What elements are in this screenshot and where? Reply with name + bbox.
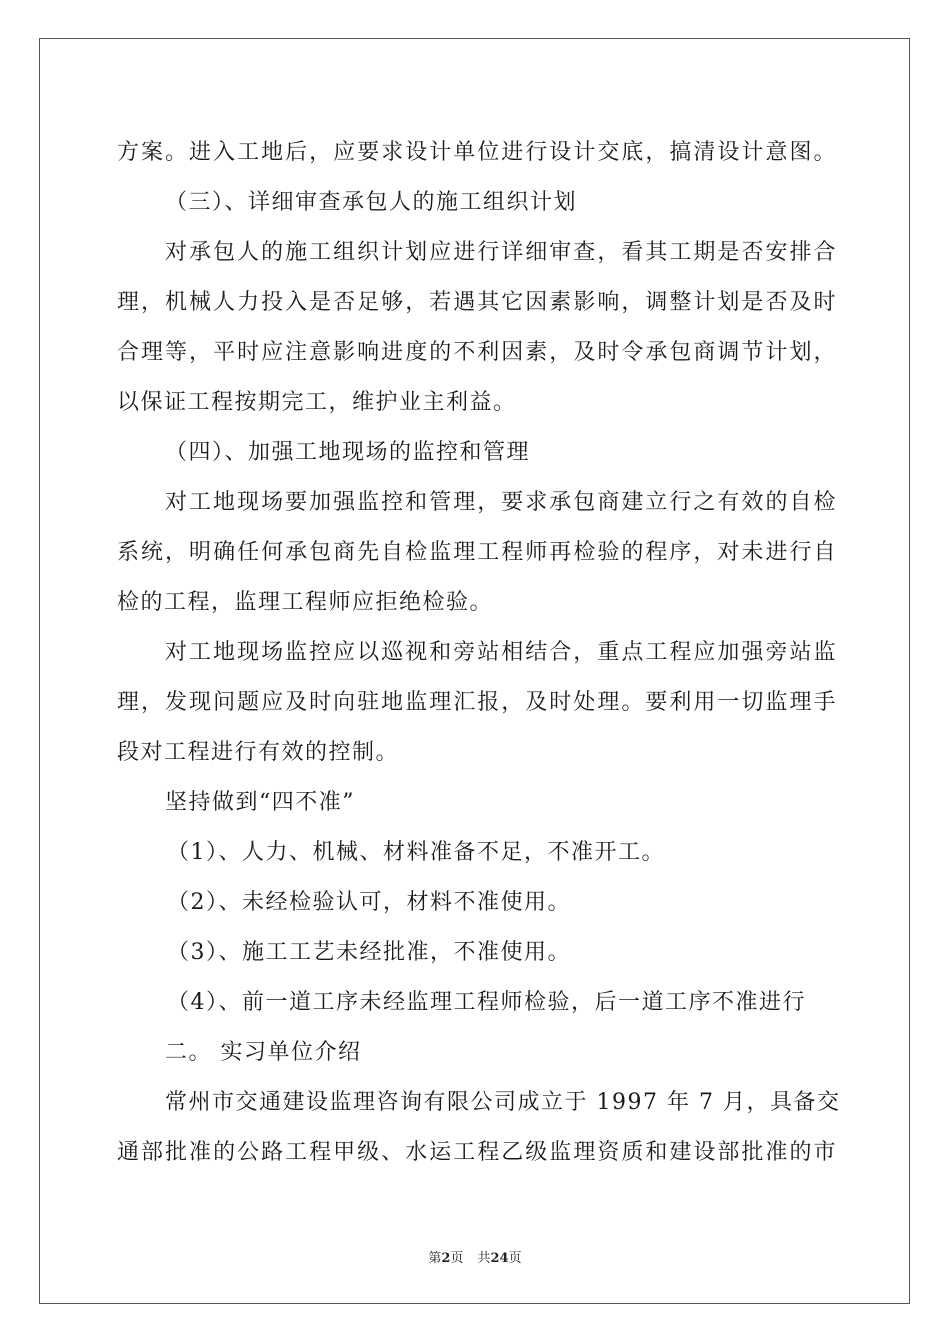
paragraph-line: 常州市交通建设监理咨询有限公司成立于 1997 年 7 月，具备交 — [165, 1090, 841, 1115]
section-heading: 二。 实习单位介绍 — [165, 1040, 362, 1065]
paragraph-line: 系统，明确任何承包商先自检监理工程师再检验的程序，对未进行自 — [117, 540, 837, 565]
paragraph-line: 以保证工程按期完工，维护业主利益。 — [117, 390, 517, 415]
paragraph-line: 理，机械人力投入是否足够，若遇其它因素影响，调整计划是否及时 — [117, 290, 837, 315]
paragraph-line: 通部批准的公路工程甲级、水运工程乙级监理资质和建设部批准的市 — [117, 1140, 837, 1165]
paragraph-line: 对承包人的施工组织计划应进行详细审查，看其工期是否安排合 — [165, 240, 837, 265]
list-item: （2）、未经检验认可，材料不准使用。 — [167, 890, 571, 915]
list-item: （3）、施工工艺未经批准，不准使用。 — [167, 940, 571, 965]
paragraph-line: 坚持做到“四不准” — [165, 790, 355, 815]
page-suffix: 页 — [450, 1251, 464, 1266]
section-heading: （四）、加强工地现场的监控和管理 — [165, 440, 531, 465]
total-prefix: 共 — [477, 1251, 491, 1266]
total-suffix: 页 — [508, 1251, 522, 1266]
paragraph-line: 对工地现场要加强监控和管理，要求承包商建立行之有效的自检 — [165, 490, 837, 515]
section-heading: （三）、详细审查承包人的施工组织计划 — [165, 190, 578, 215]
paragraph-line: 对工地现场监控应以巡视和旁站相结合，重点工程应加强旁站监 — [165, 640, 837, 665]
list-item: （4）、前一道工序未经监理工程师检验，后一道工序不准进行 — [167, 990, 806, 1015]
paragraph-line: 段对工程进行有效的控制。 — [117, 740, 400, 765]
paragraph-line: 检的工程，监理工程师应拒绝检验。 — [117, 590, 494, 615]
document-body — [117, 128, 841, 1178]
paragraph-line: 合理等，平时应注意影响进度的不利因素，及时令承包商调节计划， — [117, 340, 837, 365]
page-footer — [0, 1247, 950, 1266]
total-pages: 24 — [490, 1251, 509, 1266]
paragraph-line: 理，发现问题应及时向驻地监理汇报，及时处理。要利用一切监理手 — [117, 690, 837, 715]
paragraph-line: 方案。进入工地后，应要求设计单位进行设计交底，搞清设计意图。 — [117, 140, 837, 165]
page-prefix: 第 — [428, 1251, 442, 1266]
page-number: 2 — [441, 1251, 451, 1266]
list-item: （1）、人力、机械、材料准备不足，不准开工。 — [167, 840, 665, 865]
